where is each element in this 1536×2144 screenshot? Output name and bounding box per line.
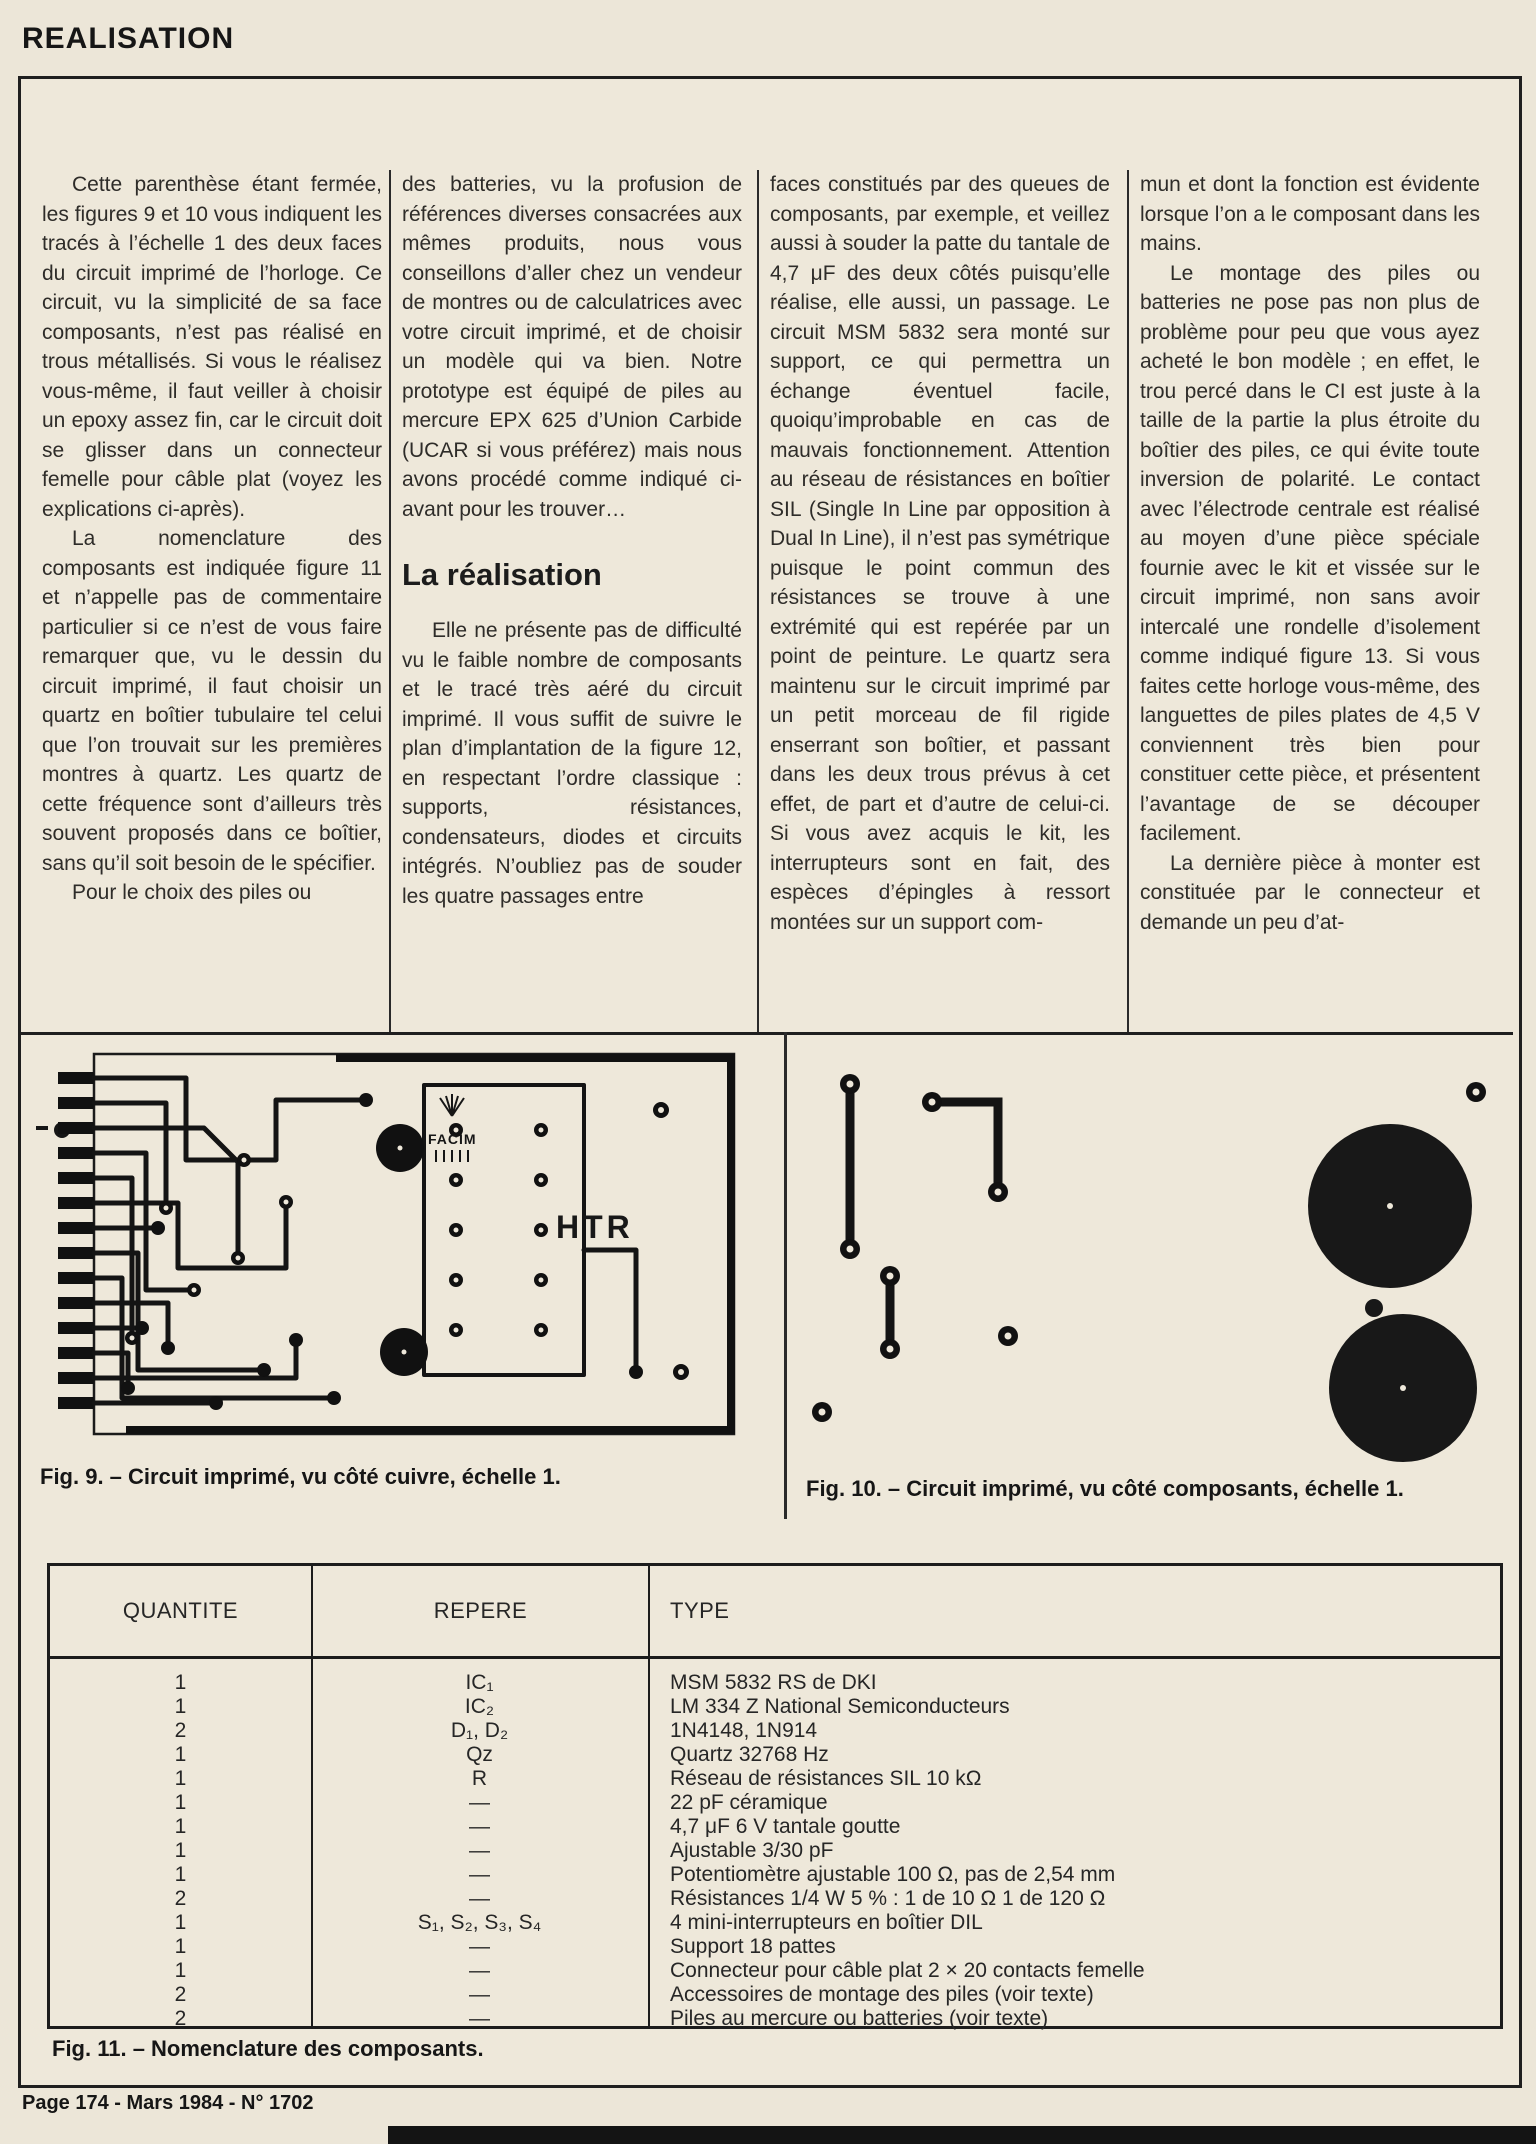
fig9-caption: Fig. 9. – Circuit imprimé, vu côté cuivre, échelle 1. xyxy=(40,1464,561,1489)
table-row xyxy=(50,1743,1500,1767)
column-divider xyxy=(1127,170,1129,1032)
cell-quantite: 1 xyxy=(174,1791,187,1814)
table-row xyxy=(50,2007,1500,2031)
cell-repere: — xyxy=(469,1815,490,1838)
cell-repere: — xyxy=(469,1959,490,1982)
cell-type: 1N4148, 1N914 xyxy=(670,1719,818,1742)
cell-quantite: 1 xyxy=(174,1671,187,1694)
table-body xyxy=(50,1659,1500,2030)
text-column-3 xyxy=(770,170,1110,1034)
paragraph: La nomenclature des composants est indiquée figure 11 et n’appelle pas de commentaire particulier si ce n’est de vous faire remarquer que, vu le dessin du circuit imprimé, il faut choisir un quartz en boîtier tubulaire tel celui que l’on trouvait sur les premières montres à quartz. Les quartz de cette fréquence sont d’ailleurs très souvent proposés dans ce boîtier, sans qu’il soit besoin de le spécifier. xyxy=(42,527,382,875)
component-traces xyxy=(850,1088,998,1345)
fig10-caption: Fig. 10. – Circuit imprimé, vu côté composants, échelle 1. xyxy=(806,1476,1404,1501)
column-divider xyxy=(389,170,391,1032)
figure-divider xyxy=(784,1032,787,1519)
cell-type: Quartz 32768 Hz xyxy=(670,1743,829,1766)
table-row xyxy=(50,1887,1500,1911)
cell-type: Piles au mercure ou batteries (voir texte) xyxy=(670,2007,1049,2030)
paragraph: Le montage des piles ou batteries ne pose pas non plus de problème pour peu que vous ayez acheté le bon modèle ; en effet, le trou percé dans le CI est juste à la taille de la partie la plus étroite du boîtier des piles, ce qui évite toute inversion de polarité. Le contact avec l’électrode centrale est réalisé au moyen d’une pièce spéciale fournie avec le kit et vissée sur le circuit imprimé, non sans avoir intercalé une rondelle d’isolement comme indiqué figure 13. Si vous faites cette horloge vous-même, des languettes de piles plates de 4,5 V conviennent très bien pour constituer cette pièce, et présentent l’avantage de se découper facilement. xyxy=(1140,261,1480,845)
pcb-component-figure xyxy=(790,1040,1516,1464)
table-row xyxy=(50,1815,1500,1839)
cell-type: MSM 5832 RS de DKI xyxy=(670,1671,877,1694)
paragraph: Cette parenthèse étant fermée, les figures 9 et 10 vous indiquent les tracés à l’échelle 1 des deux faces du circuit imprimé de l’horloge. Ce circuit, vu la simplicité de sa face composants, n’est pas réalisé en trous métallisés. Si vous le réalisez vous-même, il faut veiller à choisir un epoxy assez fin, car le circuit doit se glisser dans un connecteur femelle pour câble plat (voyez les explications ci-après). xyxy=(42,173,382,521)
scan-edge-bar xyxy=(388,2126,1536,2144)
cell-quantite: 1 xyxy=(174,1935,187,1958)
cell-repere: — xyxy=(469,1839,490,1862)
table-row xyxy=(50,1671,1500,1695)
cell-quantite: 1 xyxy=(174,1767,187,1790)
cell-quantite: 2 xyxy=(174,1719,187,1742)
column-header-repere: REPERE xyxy=(433,1598,528,1623)
cell-repere: — xyxy=(469,1935,490,1958)
cell-quantite: 1 xyxy=(174,1839,187,1862)
cell-quantite: 1 xyxy=(174,1695,187,1718)
htr-marking: HTR xyxy=(556,1209,634,1245)
battery-contact-disc xyxy=(1308,1124,1477,1462)
cell-quantite: 1 xyxy=(174,1959,187,1982)
cell-repere: — xyxy=(469,1791,490,1814)
text-column-2 xyxy=(402,170,742,1034)
page-title: REALISATION xyxy=(22,22,235,55)
column-divider xyxy=(757,170,759,1032)
paragraph: mun et dont la fonction est évidente lorsque l’on a le composant dans les mains. xyxy=(1140,173,1480,255)
cell-quantite: 1 xyxy=(174,1863,187,1886)
table-row xyxy=(50,1767,1500,1791)
fig11-caption: Fig. 11. – Nomenclature des composants. xyxy=(52,2036,484,2061)
cell-repere: — xyxy=(469,1983,490,2006)
cell-type: Support 18 pattes xyxy=(670,1935,836,1958)
figure-section-divider xyxy=(21,1032,1513,1035)
cell-repere: — xyxy=(469,2007,490,2030)
paragraph: Pour le choix des piles ou xyxy=(72,881,312,904)
cell-type: Accessoires de montage des piles (voir texte) xyxy=(670,1983,1094,2006)
cell-quantite: 1 xyxy=(174,1911,187,1934)
edge-connector xyxy=(58,1072,94,1409)
copper-traces xyxy=(94,1078,636,1403)
paragraph: des batteries, vu la profusion de références diverses consacrées aux mêmes produits, nous vous conseillons d’aller chez un vendeur de montres ou de calculatrices avec votre circuit imprimé, et de choisir un modèle qui va bien. Notre prototype est équipé de piles au mercure EPX 625 d’Union Carbide (UCAR si vous préférez) mais nous avons procédé comme indiqué ci-avant pour les trouver… xyxy=(402,173,742,521)
table-header-row xyxy=(50,1566,1500,1659)
cell-quantite: 1 xyxy=(174,1815,187,1838)
table-row xyxy=(50,1863,1500,1887)
cell-repere: — xyxy=(469,1863,490,1886)
pcb-copper-figure xyxy=(36,1040,780,1464)
cell-type: 4,7 μF 6 V tantale goutte xyxy=(670,1815,901,1838)
cell-type: Ajustable 3/30 pF xyxy=(670,1839,834,1862)
facim-logo-text: FACIM xyxy=(428,1131,477,1147)
paragraph: Elle ne présente pas de difficulté vu le faible nombre de composants et le tracé très aéré du circuit imprimé. Il vous suffit de suivre le plan d’implantation de la figure 12, en respectant l’ordre classique : supports, résistances, condensateurs, diodes et circuits intégrés. N’oubliez pas de souder les quatre passages entre xyxy=(402,619,742,908)
components-table xyxy=(47,1563,1503,2029)
cell-type: Connecteur pour câble plat 2 × 20 contacts femelle xyxy=(670,1959,1145,1982)
cell-repere: Qz xyxy=(466,1743,493,1766)
section-heading: La réalisation xyxy=(402,557,602,592)
cell-repere: IC₂ xyxy=(464,1695,495,1718)
cell-repere: IC₁ xyxy=(465,1671,494,1694)
cell-repere: R xyxy=(471,1767,488,1790)
table-row xyxy=(50,1695,1500,1719)
cell-quantite: 2 xyxy=(174,1983,187,2006)
page-footer: Page 174 - Mars 1984 - N° 1702 xyxy=(22,2092,314,2114)
table-row xyxy=(50,1983,1500,2007)
cell-quantite: 2 xyxy=(174,2007,187,2030)
table-row xyxy=(50,1839,1500,1863)
table-row xyxy=(50,1959,1500,1983)
cell-repere: D₁, D₂ xyxy=(450,1719,509,1742)
table-row xyxy=(50,1935,1500,1959)
cell-type: Réseau de résistances SIL 10 kΩ xyxy=(670,1767,982,1790)
table-row xyxy=(50,1911,1500,1935)
cell-type: Potentiomètre ajustable 100 Ω, pas de 2,54 mm xyxy=(670,1863,1116,1886)
mounting-hole xyxy=(376,1124,428,1376)
column-header-quantite: QUANTITE xyxy=(122,1598,239,1623)
column-header-type: TYPE xyxy=(670,1598,730,1623)
cell-type: LM 334 Z National Semiconducteurs xyxy=(670,1695,1010,1718)
cell-type: 4 mini-interrupteurs en boîtier DIL xyxy=(670,1911,983,1934)
cell-quantite: 1 xyxy=(174,1743,187,1766)
table-row xyxy=(50,1719,1500,1743)
cell-type: 22 pF céramique xyxy=(670,1791,828,1814)
cell-quantite: 2 xyxy=(174,1887,187,1910)
paragraph: La dernière pièce à monter est constituée par le connecteur et demande un peu d’at- xyxy=(1140,851,1480,934)
cell-repere: S₁, S₂, S₃, S₄ xyxy=(417,1911,542,1934)
cell-repere: — xyxy=(469,1887,490,1910)
text-column-1 xyxy=(42,170,382,1034)
table-row xyxy=(50,1791,1500,1815)
cell-type: Résistances 1/4 W 5 % : 1 de 10 Ω 1 de 120 Ω xyxy=(670,1887,1106,1910)
paragraph: faces constitués par des queues de composants, par exemple, et veillez aussi à souder la patte du tantale de 4,7 μF des deux côtés puisqu’elle réalise, elle aussi, un passage. Le circuit MSM 5832 sera monté sur support, ce qui permettra un échange éventuel facile, quoiqu’improbable en cas de mauvais fonctionnement. Attention au réseau de résistances en boîtier SIL (Single In Line par opposition à Dual In Line), il n’est pas symétrique puisque le point commun des résistances se trouve à une extrémité qui est repérée par un point de peinture. Le quartz sera maintenu sur le circuit imprimé par un petit morceau de fil rigide enserrant son boîtier, et passant dans les deux trous prévus à cet effet, de part et d’autre de celui-ci. Si vous avez acquis le kit, les interrupteurs sont en fait, des espèces d’épingles à ressort montées sur un support com- xyxy=(770,173,1110,934)
text-column-4 xyxy=(1140,170,1480,1034)
